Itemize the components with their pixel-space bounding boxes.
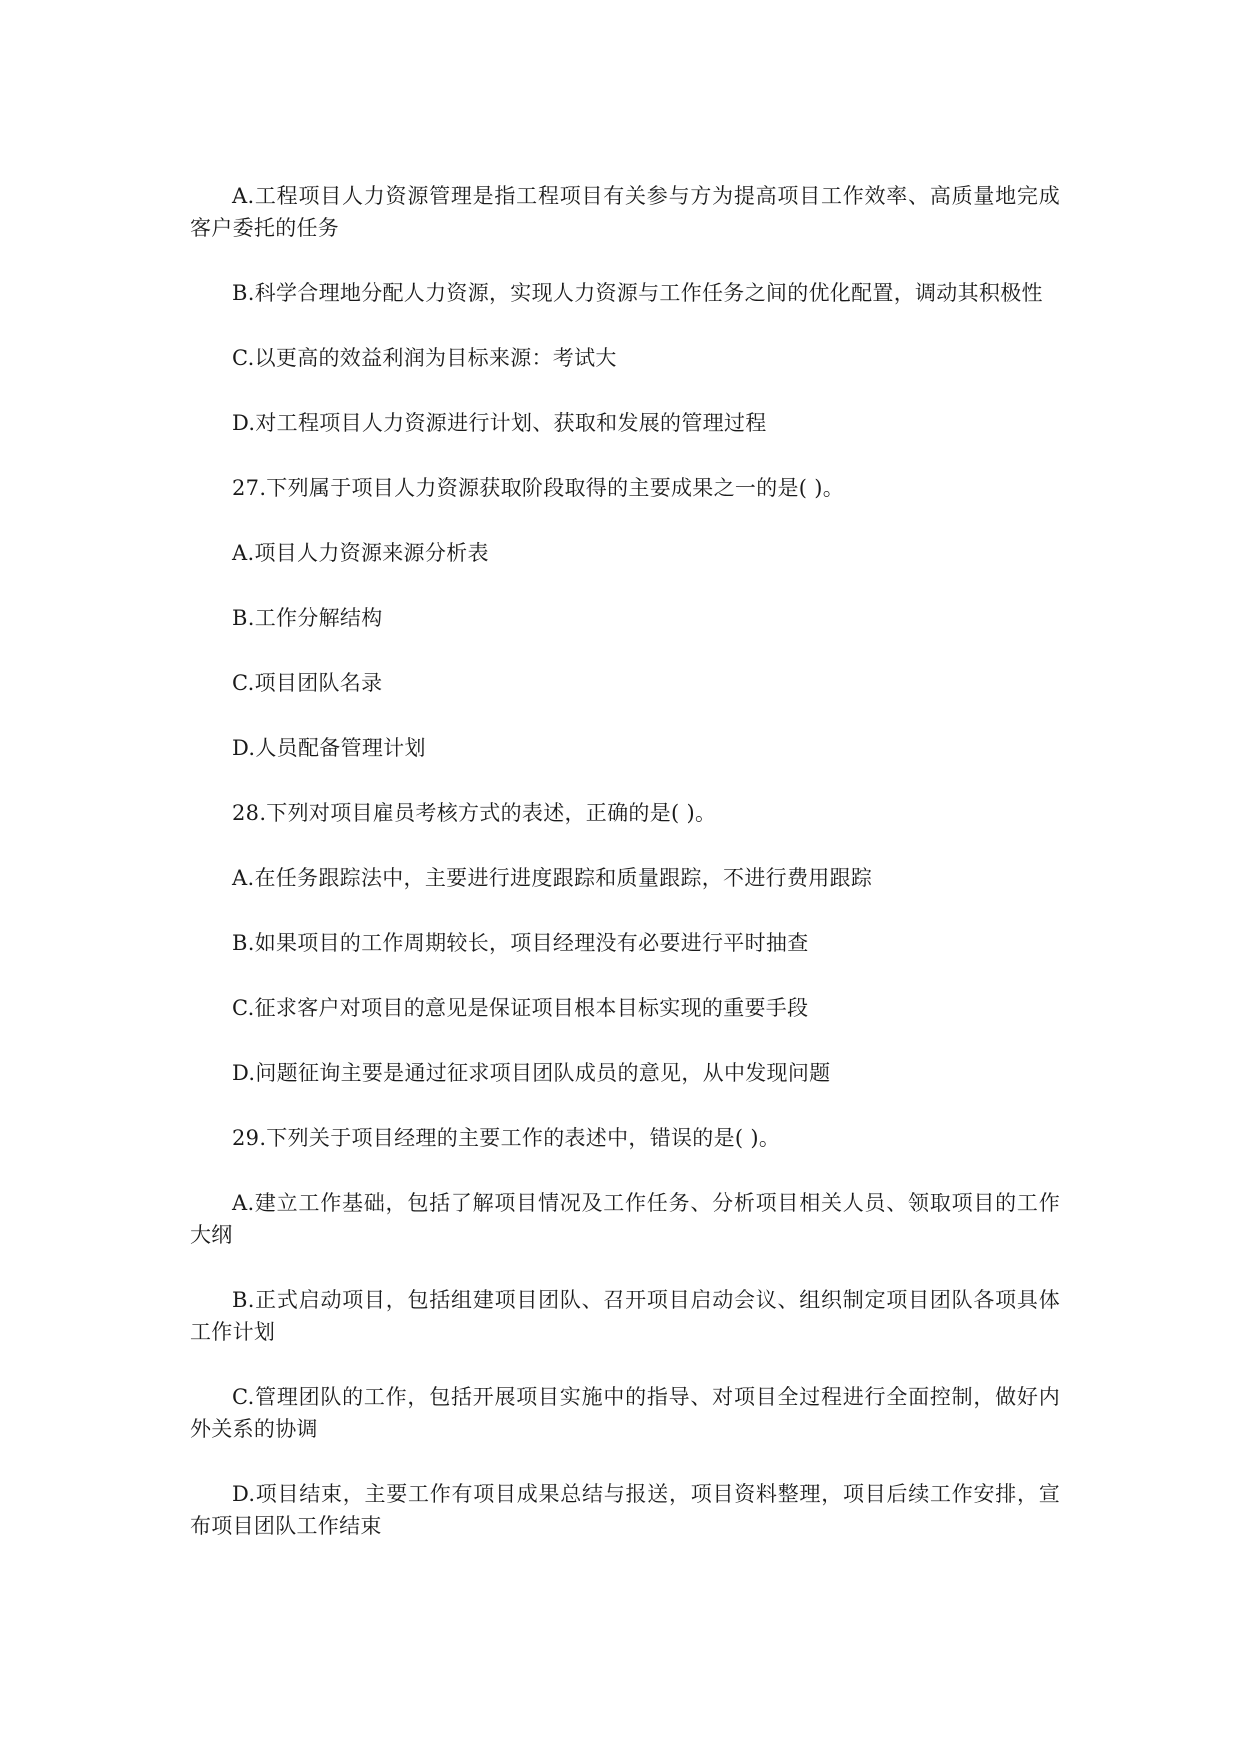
option-26-d: D.对工程项目人力资源进行计划、获取和发展的管理过程 bbox=[232, 411, 767, 435]
option-28-b: B.如果项目的工作周期较长，项目经理没有必要进行平时抽查 bbox=[232, 931, 809, 955]
option-26-c: C.以更高的效益利润为目标来源：考试大 bbox=[232, 346, 617, 370]
option-27-a: A.项目人力资源来源分析表 bbox=[232, 541, 489, 565]
option-27-c: C.项目团队名录 bbox=[232, 671, 383, 695]
option-27-d: D.人员配备管理计划 bbox=[232, 736, 426, 760]
option-27-b: B.工作分解结构 bbox=[232, 606, 383, 630]
option-26-a: A.工程项目人力资源管理是指工程项目有关参与方为提高项目工作效率、高质量地完成客户委托的任务 bbox=[190, 184, 1060, 240]
question-27: 27.下列属于项目人力资源获取阶段取得的主要成果之一的是( )。 bbox=[232, 476, 845, 500]
option-28-a: A.在任务跟踪法中，主要进行进度跟踪和质量跟踪，不进行费用跟踪 bbox=[232, 866, 873, 890]
option-29-a: A.建立工作基础，包括了解项目情况及工作任务、分析项目相关人员、领取项目的工作大纲 bbox=[190, 1191, 1060, 1247]
option-29-d: D.项目结束，主要工作有项目成果总结与报送，项目资料整理，项目后续工作安排，宣布项目团队工作结束 bbox=[190, 1482, 1060, 1538]
question-28: 28.下列对项目雇员考核方式的表述，正确的是( )。 bbox=[232, 801, 717, 825]
document-body bbox=[190, 180, 1060, 1575]
option-28-c: C.征求客户对项目的意见是保证项目根本目标实现的重要手段 bbox=[232, 996, 809, 1020]
option-26-b: B.科学合理地分配人力资源，实现人力资源与工作任务之间的优化配置，调动其积极性 bbox=[232, 281, 1043, 305]
option-28-d: D.问题征询主要是通过征求项目团队成员的意见，从中发现问题 bbox=[232, 1061, 831, 1085]
question-29: 29.下列关于项目经理的主要工作的表述中，错误的是( )。 bbox=[232, 1126, 781, 1150]
option-29-c: C.管理团队的工作，包括开展项目实施中的指导、对项目全过程进行全面控制，做好内外关系的协调 bbox=[190, 1385, 1060, 1441]
option-29-b: B.正式启动项目，包括组建项目团队、召开项目启动会议、组织制定项目团队各项具体工作计划 bbox=[190, 1288, 1060, 1344]
